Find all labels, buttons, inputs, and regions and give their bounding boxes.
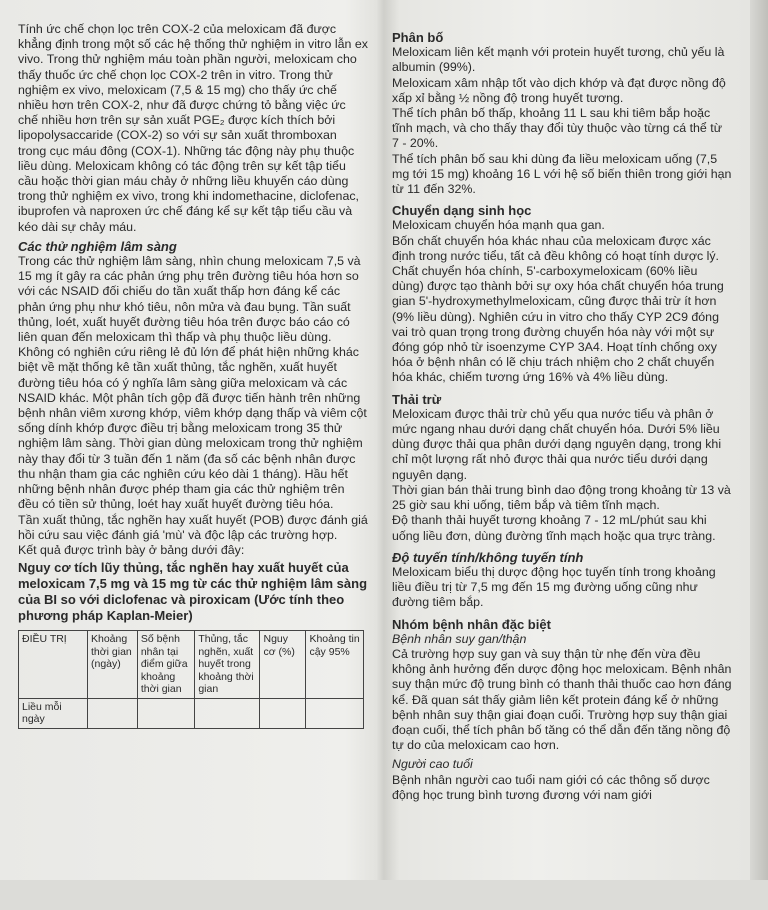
table-cell: Liều mỗi ngày bbox=[19, 698, 88, 728]
table-header-cell: ĐIỀU TRỊ bbox=[19, 631, 88, 699]
table-header-cell: Số bệnh nhân tại điểm giữa khoảng thời gian bbox=[137, 631, 195, 699]
elimination-heading: Thải trừ bbox=[392, 391, 442, 407]
biotransformation-paragraph-3: Chất chuyển hóa chính, 5'-carboxymeloxicam (60% liều dùng) được tạo thành bởi sự oxy hóa chất chuyển hóa trung gian 5'-hydroxymethylmeloxicam, cũng được thải trừ ít hơn (9% liều dùng). Nghiên cứu in vitro cho thấy CYP 2C9 đóng vai trò quan trọng trong đường chuyển hóa này với một sự đóng góp nhỏ từ isoenzyme CYP 3A4. Hoạt tính chống oxy hóa ở bệnh nhân có lẽ chịu trách nhiệm cho 2 chất chuyển hóa khác, chiếm tương ứng 16% và 4% liều dùng. bbox=[392, 264, 724, 385]
table-cell bbox=[195, 698, 260, 728]
elimination-paragraph-1: Meloxicam được thải trừ chủ yếu qua nước tiểu và phân ở mức ngang nhau dưới dạng chất chuyển hóa. Dưới 5% liều dùng được thải qua phân dưới dạng nguyên dạng, trong khi chỉ một lượng rất nhỏ được thải qua nước tiểu dưới dạng nguyên dạng. bbox=[392, 406, 722, 482]
table-header-row bbox=[19, 631, 364, 699]
table-header-cell: Khoảng tin cậy 95% bbox=[306, 631, 364, 699]
table-cell bbox=[306, 698, 364, 728]
clinical-paragraph-4: Kết quả được trình bày ở bảng dưới đây: bbox=[18, 542, 245, 557]
special-paragraph-1: Cả trường hợp suy gan và suy thận từ nhẹ đến vừa đều không ảnh hưởng đến dược động học meloxicam. Bệnh nhân suy thận mức độ trung bình có thanh thải thuốc cao hơn đáng kể. Đã quan sát thấy giảm liên kết protein đáng kể ở những bệnh nhân suy thận giai đoạn cuối. Trường hợp suy thận giai đoạn cuối, thể tích phân bố tăng có thể dẫn đến tăng nồng độ tự do của meloxicam cao hơn. bbox=[392, 646, 732, 753]
elimination-paragraph-3: Độ thanh thải huyết tương khoảng 7 - 12 mL/phút sau khi uống liều đơn, dùng đường tĩnh mạch hoặc qua trực tràng. bbox=[392, 513, 716, 543]
biotransformation-paragraph-1: Meloxicam chuyển hóa mạnh qua gan. bbox=[392, 218, 605, 233]
distribution-paragraph-4: Thể tích phân bố sau khi dùng đa liều meloxicam uống (7,5 mg tới 15 mg) khoảng 16 L với hệ số biến thiên trong giới hạn từ 11 đến 32%. bbox=[392, 151, 732, 197]
distribution-paragraph-3: Thể tích phân bố thấp, khoảng 11 L sau khi tiêm bắp hoặc tĩnh mạch, và cho thấy thay đổi tùy thuộc vào từng cá thể từ 7 - 20%. bbox=[392, 106, 722, 151]
special-paragraph-2: Bệnh nhân người cao tuổi nam giới có các thông số dược động học trung bình tương đương với nam giới bbox=[392, 772, 710, 802]
hepatic-renal-subheading: Bệnh nhân suy gan/thận bbox=[392, 631, 527, 646]
biotransformation-paragraph-2: Bốn chất chuyển hóa khác nhau của meloxicam được xác định trong nước tiểu, tất cả đều không có hoạt tính dược lý. bbox=[392, 233, 719, 263]
linearity-heading: Độ tuyến tính/không tuyến tính bbox=[392, 549, 584, 565]
page-edge bbox=[750, 0, 768, 880]
table-heading: Nguy cơ tích lũy thủng, tắc nghẽn hay xuất huyết của meloxicam 7,5 mg và 15 mg từ các thử nghiệm lâm sàng của BI so với diclofenac và piroxicam (Ước tính theo phương pháp Kaplan-Meier) bbox=[18, 560, 368, 624]
elderly-subheading: Người cao tuổi bbox=[392, 757, 473, 772]
clinical-paragraph-2: Không có nghiên cứu riêng lẻ đủ lớn để phát hiện những khác biệt về mặt thống kê tần xuất thủng, tắc nghẽn, xuất huyết đường tiêu hóa có ý nghĩa lâm sàng giữa meloxicam và các NSAID khác. Một phân tích gộp đã được tiến hành trên những bệnh nhân viêm xương khớp, viêm khớp dạng thấp và viêm cột sống dính khớp được điều trị bằng meloxicam trong 35 thử nghiệm lâm sàng. Thời gian dùng meloxicam trong thử nghiệm này thay đổi từ 3 tuần đến 1 năm (đa số các bệnh nhân được thu nhận tham gia các nghiên cứu kéo dài 1 tháng). Hầu hết những bệnh nhân được phép tham gia các thử nghiệm trên đều có tiền sử thủng, loét hay xuất huyết đường tiêu hóa. bbox=[18, 345, 367, 512]
distribution-paragraph-1: Meloxicam liên kết mạnh với protein huyết tương, chủ yếu là albumin (99%). bbox=[392, 45, 725, 75]
table-header-cell: Thủng, tắc nghẽn, xuất huyết trong khoảng thời gian bbox=[195, 631, 260, 699]
linearity-paragraph: Meloxicam biểu thị dược động học tuyến tính trong khoảng liều điều trị từ 7,5 mg đến 15 mg đường uống cũng như đường tiêm bắp. bbox=[392, 564, 716, 610]
clinical-paragraph-3: Tần xuất thủng, tắc nghẽn hay xuất huyết (POB) được đánh giá hồi cứu sau việc đánh giá 'mù' và độc lập các trường hợp. bbox=[18, 512, 368, 542]
distribution-paragraph-2: Meloxicam xâm nhập tốt vào dịch khớp và đạt được nồng độ xấp xỉ bằng ½ nồng độ trong huyết tương. bbox=[392, 75, 726, 105]
left-column bbox=[18, 0, 368, 902]
elimination-paragraph-2: Thời gian bán thải trung bình dao động trong khoảng từ 13 và 25 giờ sau khi uống, tiêm bắp và tiêm tĩnh mạch. bbox=[392, 482, 731, 513]
clinical-paragraph-1: Trong các thử nghiệm lâm sàng, nhìn chung meloxicam 7,5 và 15 mg ít gây ra các phản ứng phụ trên đường tiêu hóa hơn so với các NSAID đối chiếu do tần xuất thấp hơn đáng kể các phản ứng phụ như khó tiêu, nôn mửa và đau bụng. Tần suất thủng, loét, xuất huyết đường tiêu hóa trên được báo cáo có liên quan đến meloxicam thì thấp và phụ thuộc liều dùng. bbox=[18, 254, 361, 345]
distribution-heading: Phân bố bbox=[392, 30, 444, 45]
intro-paragraph: Tính ức chế chọn lọc trên COX-2 của meloxicam đã được khẳng định trong một số các hệ thống thử nghiệm in vitro lẫn ex vivo. Trong thử nghiệm máu toàn phần người, meloxicam cho thấy thuốc ức chế chọn lọc COX-2 trên in vitro. Trong thử nghiệm ex vivo, meloxicam (7,5 & 15 mg) cho thấy ức chế nhiều hơn trên COX-2, như đã được chứng tỏ bằng việc ức chế nhiều hơn trên sự sản xuất PGE₂ được kích thích bởi lipopolysaccaride (COX-2) so với sự sản xuất thromboxan trong cục máu đông (COX-1). Những tác động này phụ thuộc liều dùng. Meloxicam không có tác động trên sự kết tập tiểu cầu hoặc thời gian máu chảy ở những liều khuyến cáo dùng trong thử nghiệm ex vivo, trong khi indomethacine, diclofenac, ibuprofen và naproxen ức chế đáng kể sự kết tập tiểu cầu và kéo dài sự chảy máu. bbox=[18, 22, 368, 234]
table-cell bbox=[88, 698, 138, 728]
table-row bbox=[19, 698, 364, 728]
table-header-cell: Khoảng thời gian (ngày) bbox=[88, 631, 138, 699]
biotransformation-heading: Chuyển dạng sinh học bbox=[392, 203, 532, 219]
table-cell bbox=[260, 698, 306, 728]
right-column bbox=[392, 0, 732, 910]
table-cell bbox=[137, 698, 195, 728]
risk-table bbox=[18, 630, 364, 729]
special-populations-heading: Nhóm bệnh nhân đặc biệt bbox=[392, 616, 551, 632]
clinical-trials-heading: Các thử nghiệm lâm sàng bbox=[18, 238, 177, 254]
table-header-cell: Nguy cơ (%) bbox=[260, 631, 306, 699]
